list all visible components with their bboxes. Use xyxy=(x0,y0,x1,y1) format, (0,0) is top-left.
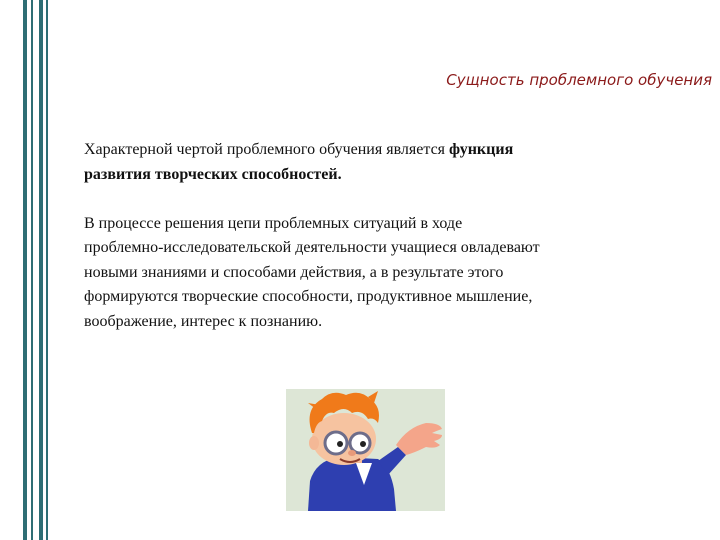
decorative-stripe xyxy=(46,0,48,540)
paragraph-1-bold-line-1: функция xyxy=(449,141,514,158)
decorative-stripe xyxy=(23,0,27,540)
paragraph-2-line-3: новыми знаниями и способами действия, а в результате этого xyxy=(84,263,504,281)
slide-body xyxy=(84,138,684,334)
paragraph-1 xyxy=(84,138,684,187)
slide-title: Сущность проблемного обучения xyxy=(446,71,712,89)
paragraph-2-line-5: воображение, интерес к познанию. xyxy=(84,312,323,330)
decorative-stripe xyxy=(31,0,33,540)
cartoon-boy-raising-hand-icon xyxy=(286,389,445,511)
paragraph-2-line-4: формируются творческие способности, продуктивное мышление, xyxy=(84,288,533,305)
paragraph-2-line-1: В процессе решения цепи проблемных ситуаций в ходе xyxy=(84,214,463,232)
paragraph-1-bold-line-2: развития творческих способностей. xyxy=(84,165,342,183)
paragraph-2-line-2: проблемно-исследовательской деятельности учащиеся овладевают xyxy=(84,239,540,256)
paragraph-2 xyxy=(84,212,684,335)
decorative-stripe xyxy=(39,0,43,540)
paragraph-1-text: Характерной чертой проблемного обучения является xyxy=(84,141,450,158)
